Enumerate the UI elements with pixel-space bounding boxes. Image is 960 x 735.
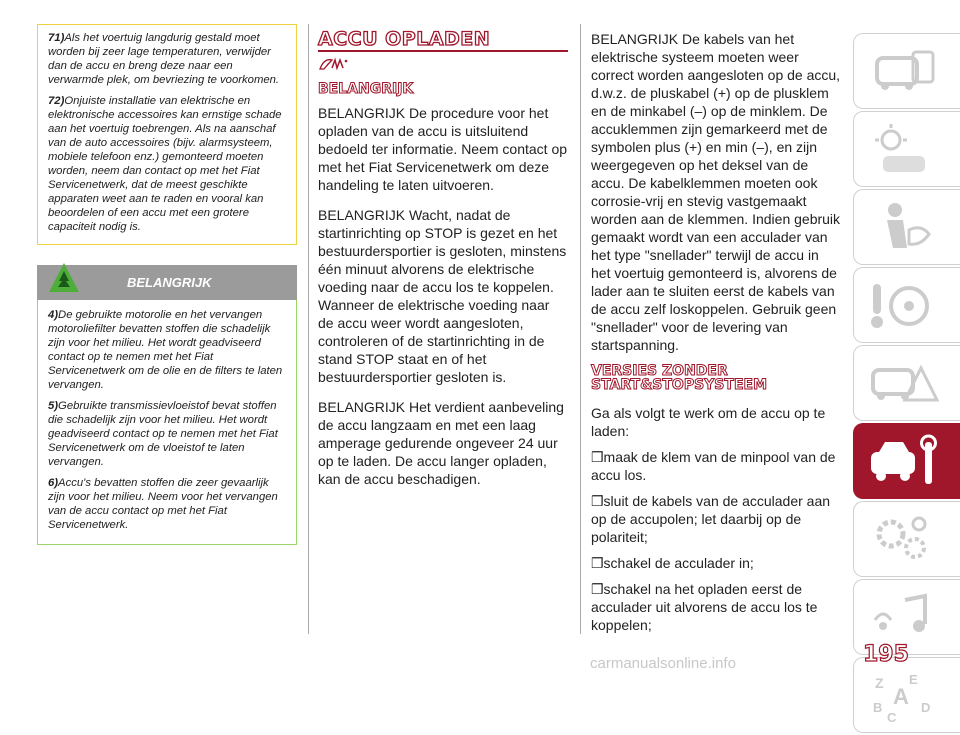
svg-text:C: C	[887, 710, 897, 723]
tab-emergency[interactable]	[853, 345, 960, 421]
emergency-icon	[869, 356, 939, 411]
subsection-heading: VERSIES ZONDER START&STOPSYSTEEM	[591, 363, 767, 393]
environment-warning-icon	[47, 261, 81, 295]
warning-lights-icon	[869, 122, 939, 177]
tab-index[interactable]	[853, 657, 960, 733]
banner-title: BELANGRIJK	[127, 275, 212, 290]
note-5: 5)Gebruikte transmissievloeistof bevat stoffen die schadelijk zijn voor het milieu. Het wordt geadviseerd contact op te nemen met het Fiat Servicenetwerk om de vloeistof te laten vervangen.	[48, 400, 278, 468]
subsection-title: BELANGRIJK	[318, 80, 414, 97]
important-banner	[37, 265, 297, 300]
list-item: ❒schakel na het opladen eerst de acculader uit alvorens de accu los te koppelen;	[591, 581, 818, 633]
car-dashboard-icon	[869, 44, 939, 99]
list-item: ❒schakel de acculader in;	[591, 555, 754, 571]
environment-notes-box	[37, 300, 297, 545]
paragraph: Ga als volgt te werk om de accu op te laden:	[591, 405, 826, 439]
tab-safety[interactable]	[853, 189, 960, 265]
column-divider	[308, 24, 309, 634]
tab-starting-driving[interactable]	[853, 267, 960, 343]
paragraph: BELANGRIJK De kabels van het elektrische systeem moeten weer correct worden aangesloten op de accu, d.w.z. de pluskabel (+) op de plusklem en de minkabel (–) op de minklem. De accuklemmen zijn gemarkeerd met de symbolen plus (+) en min (–), en zijn weergegeven op het deksel van de accu. De kabelklemmen moeten ook corrosie-vrij en stevig vastgemaakt worden aan de klemmen. Indien gebruik gemaakt wordt van een acculader van het type "snellader" terwijl de accu in het voertuig gemonteerd is, alvorens de lader aan te sluiten eerst de kabels van de accu zelf loskoppelen. Gebruik geen "snellader" voor de levering van startspanning.	[591, 31, 841, 353]
multimedia-icon	[869, 590, 939, 645]
section-title: ACCU OPLADEN	[318, 28, 491, 50]
watermark: carmanualsonline.info	[590, 655, 736, 672]
svg-text:A: A	[893, 684, 909, 709]
tab-warning-lights[interactable]	[853, 111, 960, 187]
tab-maintenance[interactable]	[853, 423, 960, 499]
eco-info-icon	[318, 56, 348, 72]
svg-text:D: D	[921, 700, 931, 715]
list-item: ❒maak de klem van de minpool van de accu los.	[591, 449, 836, 483]
maintenance-icon	[869, 434, 944, 489]
notes-column	[37, 24, 297, 545]
main-column	[318, 30, 568, 500]
tab-dashboard[interactable]	[853, 33, 960, 109]
note-4: 4)De gebruikte motorolie en het vervangen motoroliefilter bevatten stoffen die schadelijk zijn voor het milieu. Het wordt geadviseerd contact op te nemen met het Fiat Servicenetwerk om de olie en de filters te laten vervangen.	[48, 309, 283, 391]
right-column	[591, 30, 841, 642]
svg-text:E: E	[909, 672, 918, 687]
note-72: 72)Onjuiste installatie van elektrische en elektronische accessoires kan ernstige schade aan het voertuig toebrengen. Als na aanschaf van de auto accessoires (bijv. alarmsysteem, mobiele telefoon enz.) gemonteerd moeten worden, neem dan contact op met het Fiat Servicenetwerk, dat de meest geschikte apparaten weet aan te raden en vooral kan beoordelen of een accu met een grotere capaciteit nodig is.	[48, 95, 282, 233]
paragraph: BELANGRIJK Het verdient aanbeveling de accu langzaam en met een laag amperage gedurende ongeveer 24 uur op te laden. De accu langer opladen, kan de accu beschadigen.	[318, 398, 564, 487]
index-letters-icon	[869, 668, 939, 723]
svg-text:B: B	[873, 700, 883, 715]
specs-gears-icon	[869, 512, 939, 567]
tab-technical-data[interactable]	[853, 501, 960, 577]
seat-safety-icon	[869, 200, 939, 255]
key-steering-icon	[869, 278, 939, 333]
svg-text:Z: Z	[875, 675, 884, 691]
paragraph: BELANGRIJK De procedure voor het opladen van de accu is uitsluitend bedoeld ter informatie. Neem contact op met het Fiat Servicenetwerk om deze handeling te laten uitvoeren.	[318, 104, 568, 193]
column-divider	[580, 24, 581, 634]
paragraph: BELANGRIJK Wacht, nadat de startinrichting op STOP is gezet en het bestuurdersportier is gesloten, minstens één minuut alvorens de elektrische voeding naar de accu los te koppelen. Wanneer de elektrische voeding naar de accu weer wordt aangesloten, controleren of de startinrichting in de stand STOP staat en of het bestuurdersportier gesloten is.	[318, 206, 567, 385]
title-rule	[318, 50, 568, 52]
note-6: 6)Accu's bevatten stoffen die zeer gevaarlijk zijn voor het milieu. Neem voor het vervangen van de accu contact op met het Fiat Servicenetwerk.	[48, 477, 278, 531]
note-71: 71)Als het voertuig langdurig gestald moet worden bij zeer lage temperaturen, verwijder dan de accu en breng deze naar een verwarmde plek, om bevriezing te voorkomen.	[48, 32, 280, 86]
list-item: ❒sluit de kabels van de acculader aan op de accupolen; let daarbij op de polariteit;	[591, 493, 831, 545]
page-number: 195	[863, 642, 909, 667]
chapter-tabs	[853, 33, 960, 735]
notes-box	[37, 24, 297, 245]
